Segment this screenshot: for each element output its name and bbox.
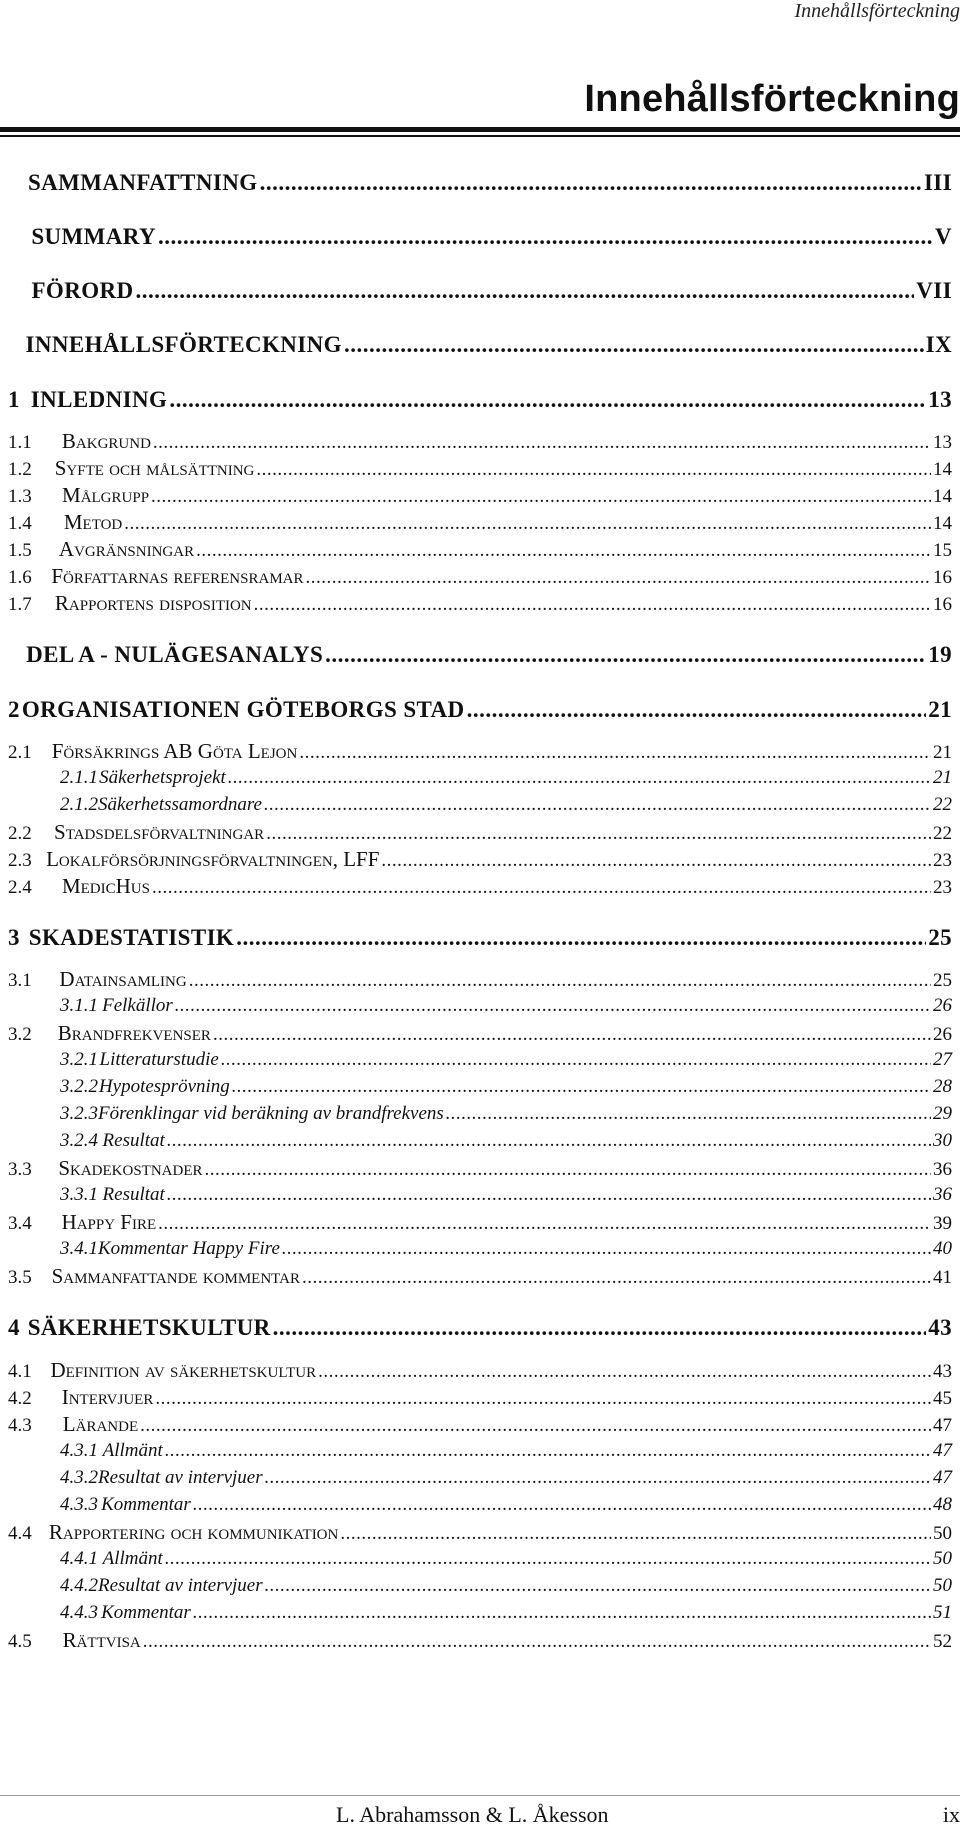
title-rule-thin (0, 135, 960, 137)
toc-entry[interactable] (8, 1126, 952, 1156)
toc-dot-leader (265, 1571, 931, 1601)
toc-entry-page: 41 (933, 1267, 952, 1288)
toc-entry-page: 51 (933, 1602, 952, 1623)
toc-entry-number: 4.1 (8, 1361, 32, 1382)
toc-dot-leader (175, 991, 931, 1021)
toc-entry-number: 3 (8, 925, 20, 950)
toc-entry-page: 50 (933, 1575, 952, 1596)
toc-entry[interactable] (8, 480, 952, 510)
toc-entry-label: FÖRORD (31, 278, 134, 303)
toc-entry-page: 40 (933, 1238, 952, 1259)
toc-entry[interactable] (8, 1355, 952, 1385)
toc-entry-page: 16 (933, 594, 952, 615)
toc-entry-page: 26 (933, 1024, 952, 1045)
toc-entry[interactable] (8, 1313, 952, 1343)
toc-entry-page: 25 (928, 925, 952, 950)
toc-entry[interactable] (8, 276, 952, 306)
toc-entry-page: 15 (933, 540, 952, 561)
toc-entry[interactable] (8, 763, 952, 793)
toc-entry[interactable] (8, 1625, 952, 1655)
toc-entry-page: 52 (933, 1631, 952, 1652)
toc-entry-page: 43 (928, 1315, 952, 1340)
toc-entry-page: 21 (933, 742, 952, 763)
toc-entry-number: 1 (8, 387, 20, 412)
toc-entry-label: Målgrupp (62, 483, 150, 507)
toc-entry-page: 43 (933, 1361, 952, 1382)
toc-entry-page: 45 (933, 1388, 952, 1409)
toc-entry[interactable] (8, 588, 952, 618)
toc-entry-number: 4.5 (8, 1631, 32, 1652)
toc-entry-number: 1.1 (8, 432, 32, 453)
toc-entry-number: 4 (8, 1315, 20, 1340)
toc-dot-leader (167, 1126, 931, 1156)
toc-entry-page: 22 (933, 823, 952, 844)
toc-entry-number: 2 (8, 697, 20, 722)
toc-dot-leader (302, 1263, 931, 1293)
toc-entry-page: 23 (933, 850, 952, 871)
toc-entry-label: Rapportering och kommunikation (48, 1520, 339, 1544)
toc-entry-label: Författarnas referensramar (51, 564, 304, 588)
toc-dot-leader (193, 1490, 931, 1520)
toc-entry-page: 19 (928, 642, 952, 667)
toc-entry[interactable] (8, 640, 952, 670)
toc-dot-leader (136, 276, 915, 306)
toc-entry-page: 29 (933, 1103, 952, 1124)
toc-dot-leader (264, 790, 931, 820)
toc-entry-label: SKADESTATISTIK (28, 925, 235, 950)
toc-entry[interactable] (8, 844, 952, 874)
toc-entry-label: Stadsdelsförvaltningar (54, 820, 265, 844)
toc-dot-leader (167, 1180, 931, 1210)
toc-entry-label: Datainsamling (59, 967, 187, 991)
toc-entry-label: Intervjuer (61, 1385, 154, 1409)
toc-entry[interactable] (8, 817, 952, 847)
toc-entry[interactable] (8, 507, 952, 537)
toc-entry-page: 28 (933, 1076, 952, 1097)
toc-entry-label: Förenklingar vid beräkning av brandfrekvens (98, 1103, 444, 1124)
toc-entry[interactable] (8, 426, 952, 456)
toc-dot-leader (165, 1544, 931, 1574)
toc-entry[interactable] (8, 1207, 952, 1237)
toc-entry-number: 3.4.1 (60, 1238, 98, 1259)
toc-entry-number: 3.3.1 (60, 1184, 98, 1205)
footer-rule (0, 1795, 960, 1796)
toc-entry-page: 48 (933, 1494, 952, 1515)
toc-entry-label: Allmänt (102, 1548, 163, 1569)
toc-entry-label: Resultat (102, 1184, 165, 1205)
toc-entry-page: 50 (933, 1548, 952, 1569)
toc-dot-leader (467, 695, 927, 725)
toc-entry-label: Metod (63, 510, 123, 534)
toc-entry-page: 47 (933, 1440, 952, 1461)
toc-entry[interactable] (8, 1571, 952, 1601)
toc-dot-leader (344, 330, 924, 360)
toc-entry-label: Resultat av intervjuer (98, 1467, 263, 1488)
toc-entry-number: 4.2 (8, 1388, 32, 1409)
toc-entry-label: Sammanfattande kommentar (51, 1264, 300, 1288)
toc-entry[interactable] (8, 1072, 952, 1102)
toc-entry-number: 3.1.1 (60, 995, 98, 1016)
toc-entry[interactable] (8, 1261, 952, 1291)
toc-dot-leader (282, 1234, 931, 1264)
toc-entry-number: 3.2.1 (60, 1049, 98, 1070)
toc-entry-page: 30 (933, 1130, 952, 1151)
toc-entry-number: 4.3 (8, 1415, 32, 1436)
toc-entry-page: 13 (933, 432, 952, 453)
toc-entry-number: 3.5 (8, 1267, 32, 1288)
toc-entry[interactable] (8, 1099, 952, 1129)
toc-entry-label: Kommentar Happy Fire (98, 1238, 280, 1259)
toc-entry-label: Felkällor (102, 995, 173, 1016)
toc-entry[interactable] (8, 871, 952, 901)
footer-page-number: ix (942, 1802, 960, 1827)
toc-entry-number: 2.3 (8, 850, 32, 871)
toc-entry-page: 23 (933, 877, 952, 898)
footer-authors: L. Abrahamsson & L. Åkesson (336, 1802, 609, 1827)
toc-entry[interactable] (8, 1436, 952, 1466)
toc-entry[interactable] (8, 561, 952, 591)
toc-entry-label: Litteraturstudie (99, 1049, 219, 1070)
toc-entry-label: SUMMARY (31, 224, 156, 249)
toc-entry[interactable] (8, 222, 952, 252)
toc-entry-label: Allmänt (102, 1440, 163, 1461)
toc-entry[interactable] (8, 453, 952, 483)
toc-entry[interactable] (8, 1598, 952, 1628)
toc-entry[interactable] (8, 736, 952, 766)
toc-entry-number: 3.3 (8, 1159, 32, 1180)
toc-entry[interactable] (8, 790, 952, 820)
toc-entry-page: 13 (928, 387, 952, 412)
toc-entry-number: 1.3 (8, 486, 32, 507)
toc-entry-number: 1.2 (8, 459, 32, 480)
page-title: Innehållsförteckning (584, 78, 960, 120)
toc-dot-leader (152, 873, 931, 903)
toc-entry-label: Syfte och målsättning (54, 456, 255, 480)
toc-entry-page: 14 (933, 459, 952, 480)
toc-entry-page: 36 (933, 1184, 952, 1205)
toc-entry-page: 27 (933, 1049, 952, 1070)
toc-entry-label: Skadekostnader (58, 1156, 203, 1180)
toc-dot-leader (260, 168, 922, 198)
toc-entry[interactable] (8, 1180, 952, 1210)
toc-entry-number: 2.1.2 (60, 794, 98, 815)
toc-entry-number: 4.4.3 (60, 1602, 98, 1623)
toc-entry-label: Lärande (62, 1412, 139, 1436)
toc-entry-label: ORGANISATIONEN GÖTEBORGS STAD (21, 697, 465, 722)
toc-entry-number: 3.2 (8, 1024, 32, 1045)
toc-entry-page: 50 (933, 1523, 952, 1544)
toc-entry[interactable] (8, 330, 952, 360)
toc-entry[interactable] (8, 385, 952, 415)
toc-entry-number: 4.4.1 (60, 1548, 98, 1569)
toc-dot-leader (169, 385, 926, 415)
toc-entry[interactable] (8, 695, 952, 725)
toc-entry-label: Hypotesprövning (98, 1076, 230, 1097)
toc-entry[interactable] (8, 1409, 952, 1439)
toc-entry-page: 21 (933, 767, 952, 788)
toc-entry-number: 4.3.3 (60, 1494, 98, 1515)
toc-entry-number: 2.1.1 (60, 767, 98, 788)
toc-entry-label: DEL A - NULÄGESANALYS (26, 642, 324, 667)
toc-entry-page: V (934, 224, 952, 249)
toc-entry-label: SAMMANFATTNING (27, 170, 258, 195)
toc-entry[interactable] (8, 1234, 952, 1264)
toc-entry[interactable] (8, 923, 952, 953)
toc-dot-leader (228, 763, 931, 793)
toc-entry[interactable] (8, 1490, 952, 1520)
running-header: Innehållsförteckning (794, 0, 960, 22)
toc-entry-number: 1.5 (8, 540, 32, 561)
toc-dot-leader (143, 1627, 931, 1657)
toc-entry[interactable] (8, 168, 952, 198)
toc-entry-label: INLEDNING (30, 387, 168, 412)
toc-entry-label: Happy Fire (61, 1210, 157, 1234)
toc-entry-page: 47 (933, 1415, 952, 1436)
toc-entry-label: Lokalförsörjningsförvaltningen, LFF (46, 847, 380, 871)
toc-dot-leader (165, 1436, 931, 1466)
toc-dot-leader (273, 1313, 927, 1343)
toc-entry-number: 3.1 (8, 970, 32, 991)
toc-entry[interactable] (8, 1045, 952, 1075)
toc-entry-page: 21 (928, 697, 952, 722)
title-rule-thick (0, 127, 960, 132)
toc-entry-page: 36 (933, 1159, 952, 1180)
toc-entry[interactable] (8, 1544, 952, 1574)
toc-entry-number: 3.2.3 (60, 1103, 98, 1124)
toc-entry[interactable] (8, 1153, 952, 1183)
toc-entry-number: 3.2.4 (60, 1130, 98, 1151)
toc-entry-label: Brandfrekvenser (57, 1021, 211, 1045)
toc-entry-label: Avgränsningar (58, 537, 195, 561)
toc-entry-number: 4.4.2 (60, 1575, 98, 1596)
toc-entry-page: 47 (933, 1467, 952, 1488)
toc-dot-leader (221, 1045, 931, 1075)
toc-entry-label: INNEHÅLLSFÖRTECKNING (25, 332, 342, 357)
page-footer (0, 1802, 960, 1832)
toc-entry-label: Säkerhetsprojekt (99, 767, 226, 788)
toc-entry-number: 2.2 (8, 823, 32, 844)
toc-entry[interactable] (8, 991, 952, 1021)
toc-entry-number: 4.3.1 (60, 1440, 98, 1461)
toc-entry-label: Resultat av intervjuer (98, 1575, 263, 1596)
toc-entry[interactable] (8, 1517, 952, 1547)
toc-entry-label: Kommentar (101, 1494, 191, 1515)
toc-dot-leader (158, 222, 933, 252)
toc-dot-leader (254, 590, 931, 620)
toc-entry-page: 26 (933, 995, 952, 1016)
toc-entry-number: 1.4 (8, 513, 32, 534)
toc-entry-label: Försäkrings AB Göta Lejon (51, 739, 298, 763)
toc-entry[interactable] (8, 1463, 952, 1493)
toc-entry-number: 2.4 (8, 877, 32, 898)
toc-entry[interactable] (8, 1018, 952, 1048)
toc-entry-number: 1.7 (8, 594, 32, 615)
toc-entry-label: SÄKERHETSKULTUR (27, 1315, 271, 1340)
toc-entry[interactable] (8, 964, 952, 994)
toc-entry-page: 14 (933, 513, 952, 534)
toc-entry-number: 4.3.2 (60, 1467, 98, 1488)
toc-entry-page: 25 (933, 970, 952, 991)
toc-entry-page: 14 (933, 486, 952, 507)
toc-entry-label: MedicHus (61, 874, 150, 898)
toc-entry-label: Kommentar (101, 1602, 191, 1623)
toc-dot-leader (193, 1598, 931, 1628)
toc-dot-leader (236, 923, 926, 953)
toc-entry-page: III (923, 170, 952, 195)
toc-entry-label: Säkerhetssamordnare (98, 794, 262, 815)
toc-entry-label: Rapportens disposition (54, 591, 252, 615)
toc-entry[interactable] (8, 1382, 952, 1412)
toc-entry-number: 3.4 (8, 1213, 32, 1234)
toc-entry-label: Rättvisa (62, 1628, 141, 1652)
toc-entry-page: 16 (933, 567, 952, 588)
toc-entry-number: 3.2.2 (60, 1076, 98, 1097)
toc-entry-label: Resultat (102, 1130, 165, 1151)
toc-entry-number: 4.4 (8, 1523, 32, 1544)
toc-dot-leader (232, 1072, 931, 1102)
toc-dot-leader (446, 1099, 931, 1129)
toc-entry-page: 39 (933, 1213, 952, 1234)
toc-entry-page: 22 (933, 794, 952, 815)
toc-entry-number: 1.6 (8, 567, 32, 588)
toc-dot-leader (265, 1463, 931, 1493)
toc-entry-number: 2.1 (8, 742, 32, 763)
toc-entry-page: VII (916, 278, 952, 303)
toc-entry-label: Definition av säkerhetskultur (50, 1358, 317, 1382)
toc-entry[interactable] (8, 534, 952, 564)
toc-entry-page: IX (925, 332, 952, 357)
toc-dot-leader (325, 640, 926, 670)
toc-entry-label: Bakgrund (61, 429, 151, 453)
